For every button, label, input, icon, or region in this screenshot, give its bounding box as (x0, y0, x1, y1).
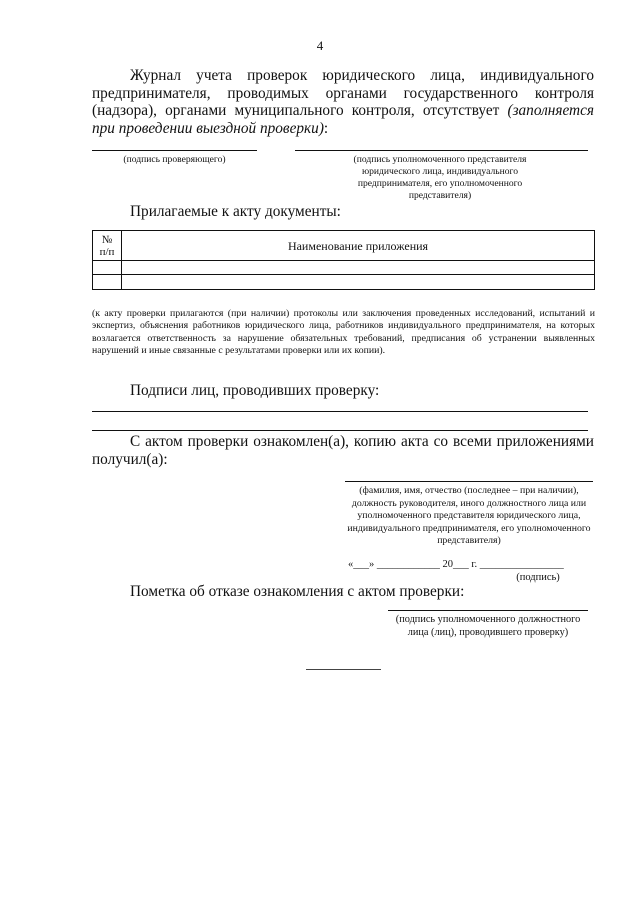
journal-text: Журнал учета проверок юридического лица, индивидуального предпринимателя, проводимых органами государственного контроля (надзора), органами муниципального контроля, отсутствует (92, 67, 594, 119)
date-signature-line: «___» ____________ 20___ г. ________________ (348, 559, 564, 570)
representative-signature-caption: (подпись уполномоченного представителя юридического лица, индивидуального предпринимателя, его уполномоченного представителя) (353, 154, 527, 201)
acquainted-name-line (345, 481, 593, 482)
page-number: 4 (316, 38, 324, 53)
acquainted-caption: (фамилия, имя, отчество (последнее – при наличии), должность руководителя, иного должностного лица или уполномоченного представителя юридического лица, индивидуального предпринимателя, его уполномоченного представителя) (347, 485, 591, 547)
table-cell[interactable] (122, 261, 595, 275)
end-divider (306, 669, 381, 670)
signature-caption: (подпись) (516, 572, 560, 583)
refusal-caption: (подпись уполномоченного должностного лица (лиц), проводившего проверку) (395, 614, 581, 638)
journal-paragraph (92, 67, 594, 137)
journal-italic-note: (заполняется при проведении выездной проверки) (92, 102, 594, 137)
table-header-number: № п/п (93, 231, 122, 261)
inspector-signature-caption: (подпись проверяющего) (123, 154, 226, 165)
table-cell[interactable] (122, 275, 595, 290)
representative-signature-line (295, 150, 588, 151)
acquainted-text: С актом проверки ознакомлен(а), копию акта со всеми приложениями получил(а): (92, 433, 594, 468)
inspector-signature-line-2 (92, 430, 588, 431)
refusal-signature-line (388, 610, 588, 611)
table-cell[interactable] (93, 261, 122, 275)
attachments-table (92, 230, 595, 290)
attached-documents-note: (к акту проверки прилагаются (при наличии) протоколы или заключения проведенных исследований, испытаний и экспертиз, объяснения работников юридического лица, работников индивидуального предпринимателя, на которых возлагается ответственность за нарушение обязательных требований, предписания об устранении выявленных нарушений и иные связанные с результатами проверки или их копии). (92, 308, 595, 356)
table-row (93, 275, 595, 290)
inspector-signature-line-1 (92, 411, 588, 412)
table-header-name: Наименование приложения (122, 231, 595, 261)
inspectors-signatures-heading: Подписи лиц, проводивших проверку: (130, 382, 380, 399)
table-row (93, 261, 595, 275)
acquainted-paragraph (92, 433, 594, 468)
inspector-signature-line (92, 150, 257, 151)
refusal-heading: Пометка об отказе ознакомления с актом проверки: (130, 583, 465, 600)
journal-colon: : (323, 119, 329, 137)
attached-documents-heading: Прилагаемые к акту документы: (130, 203, 341, 220)
table-cell[interactable] (93, 275, 122, 290)
table-header-row (93, 231, 595, 261)
